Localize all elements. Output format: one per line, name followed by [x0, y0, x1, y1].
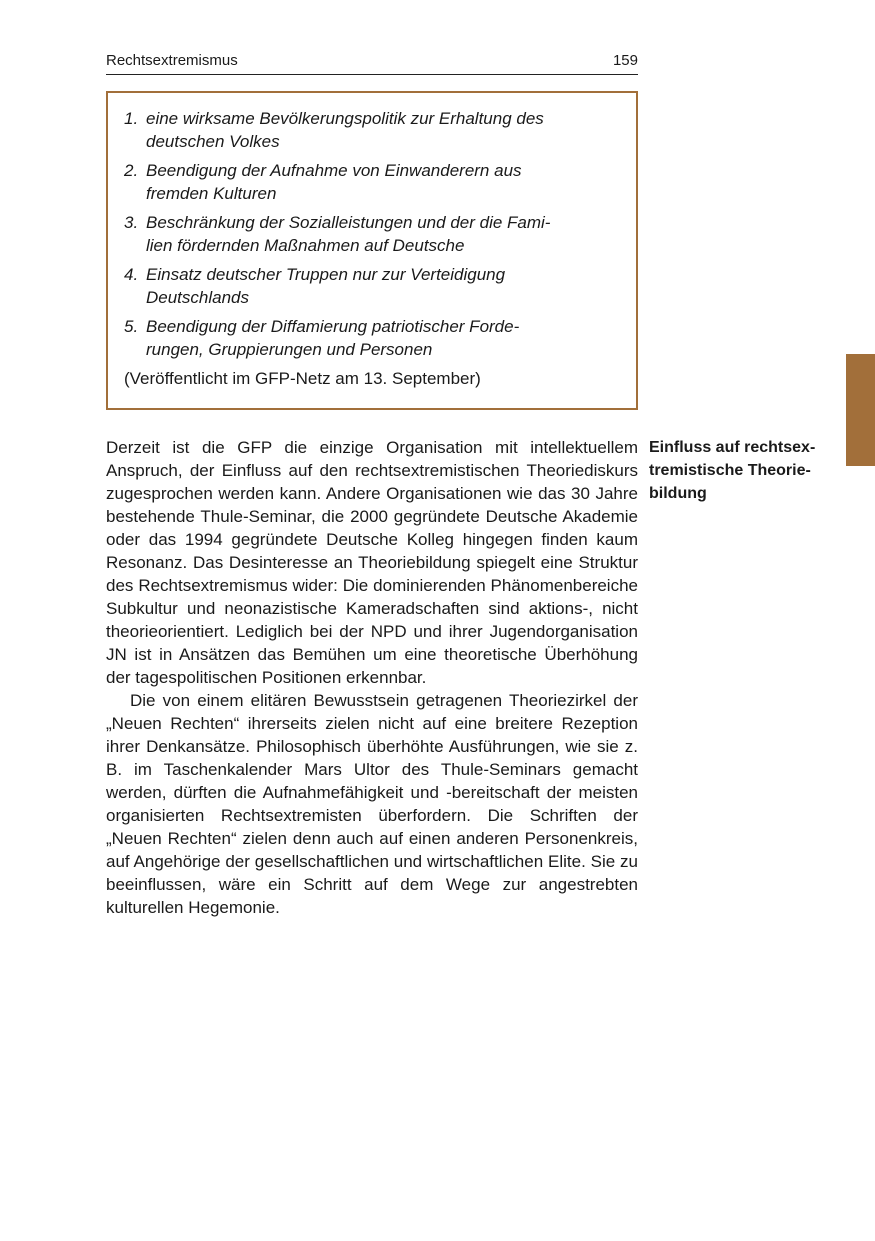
quote-list-item — [124, 159, 620, 205]
list-item-line: fremden Kulturen — [146, 184, 277, 203]
list-number: 2. — [124, 161, 139, 180]
list-item-line: Einsatz deutscher Truppen nur zur Verteidigung — [146, 265, 506, 284]
list-item-line: eine wirksame Bevölkerungspolitik zur Erhaltung des — [146, 109, 544, 128]
list-item-line: Beendigung der Aufnahme von Einwanderern aus — [146, 161, 522, 180]
list-item-line: deutschen Volkes — [146, 132, 280, 151]
page-number: 159 — [612, 52, 638, 69]
running-head — [106, 52, 638, 75]
list-number: 5. — [124, 317, 139, 336]
quote-list-item — [124, 107, 620, 153]
quote-list-item — [124, 263, 620, 309]
margin-note-line: Einfluss auf rechtsex- — [649, 439, 816, 456]
body-paragraph: Die von einem elitären Bewusstsein getragenen Theoriezirkel der „Neuen Rechten“ ihrerseits zielen nicht auf eine breitere Rezeption ihrer Denkansätze. Philosophisch überhöhte Ausführungen, wie sie z. B. im Taschenkalender Mars Ultor des Thule-Seminars gemacht werden, dürften die Aufnahmefähigkeit und -bereitschaft der meisten organisierten Rechtsextremisten überfordern. Die Schriften der „Neuen Rechten“ zielen denn auch auf einen anderen Personenkreis, auf Angehörige der gesellschaftlichen und wirtschaftlichen Elite. Sie zu beeinflussen, wäre ein Schritt auf dem Wege zur angestrebten kulturellen Hegemonie. — [106, 691, 638, 917]
quote-list-item — [124, 315, 620, 361]
list-number: 4. — [124, 265, 139, 284]
margin-note — [649, 436, 839, 505]
quote-source: (Veröffentlicht im GFP-Netz am 13. September) — [124, 369, 481, 388]
margin-note-line: bildung — [649, 485, 707, 502]
quote-box — [106, 91, 638, 410]
list-number: 1. — [124, 109, 139, 128]
running-head-title: Rechtsextremismus — [106, 52, 238, 69]
chapter-thumb-tab — [846, 354, 875, 466]
list-item-line: Beschränkung der Sozialleistungen und der die Fami- — [146, 213, 551, 232]
body-paragraph: Derzeit ist die GFP die einzige Organisation mit intellektuellem Anspruch, der Einfluss auf den rechtsextremistischen Theoriediskurs zugesprochen werden kann. Andere Organisationen wie das 30 Jahre bestehende Thule-Seminar, die 2000 gegründete Deutsche Akademie oder das 1994 gegründete Deutsche Kolleg hingegen finden kaum Resonanz. Das Desinteresse an Theoriebildung spiegelt eine Struktur des Rechtsextremismus wider: Die dominierenden Phänomenbereiche Subkultur und neonazistische Kameradschaften sind aktions-, nicht theorieorientiert. Lediglich bei der NPD und ihrer Jugendorganisation JN ist in Ansätzen das Bemühen um eine theoretische Überhöhung der tagespolitischen Positionen erkennbar. — [106, 438, 638, 687]
list-item-line: rungen, Gruppierungen und Personen — [146, 340, 433, 359]
list-item-line: Deutschlands — [146, 288, 250, 307]
list-number: 3. — [124, 213, 139, 232]
quote-list — [124, 107, 620, 361]
quote-list-item — [124, 211, 620, 257]
body-text — [106, 436, 638, 919]
list-item-line: lien fördernden Maßnahmen auf Deutsche — [146, 236, 465, 255]
margin-note-line: tremistische Theorie- — [649, 462, 811, 479]
list-item-line: Beendigung der Diffamierung patriotischer Forde- — [146, 317, 520, 336]
